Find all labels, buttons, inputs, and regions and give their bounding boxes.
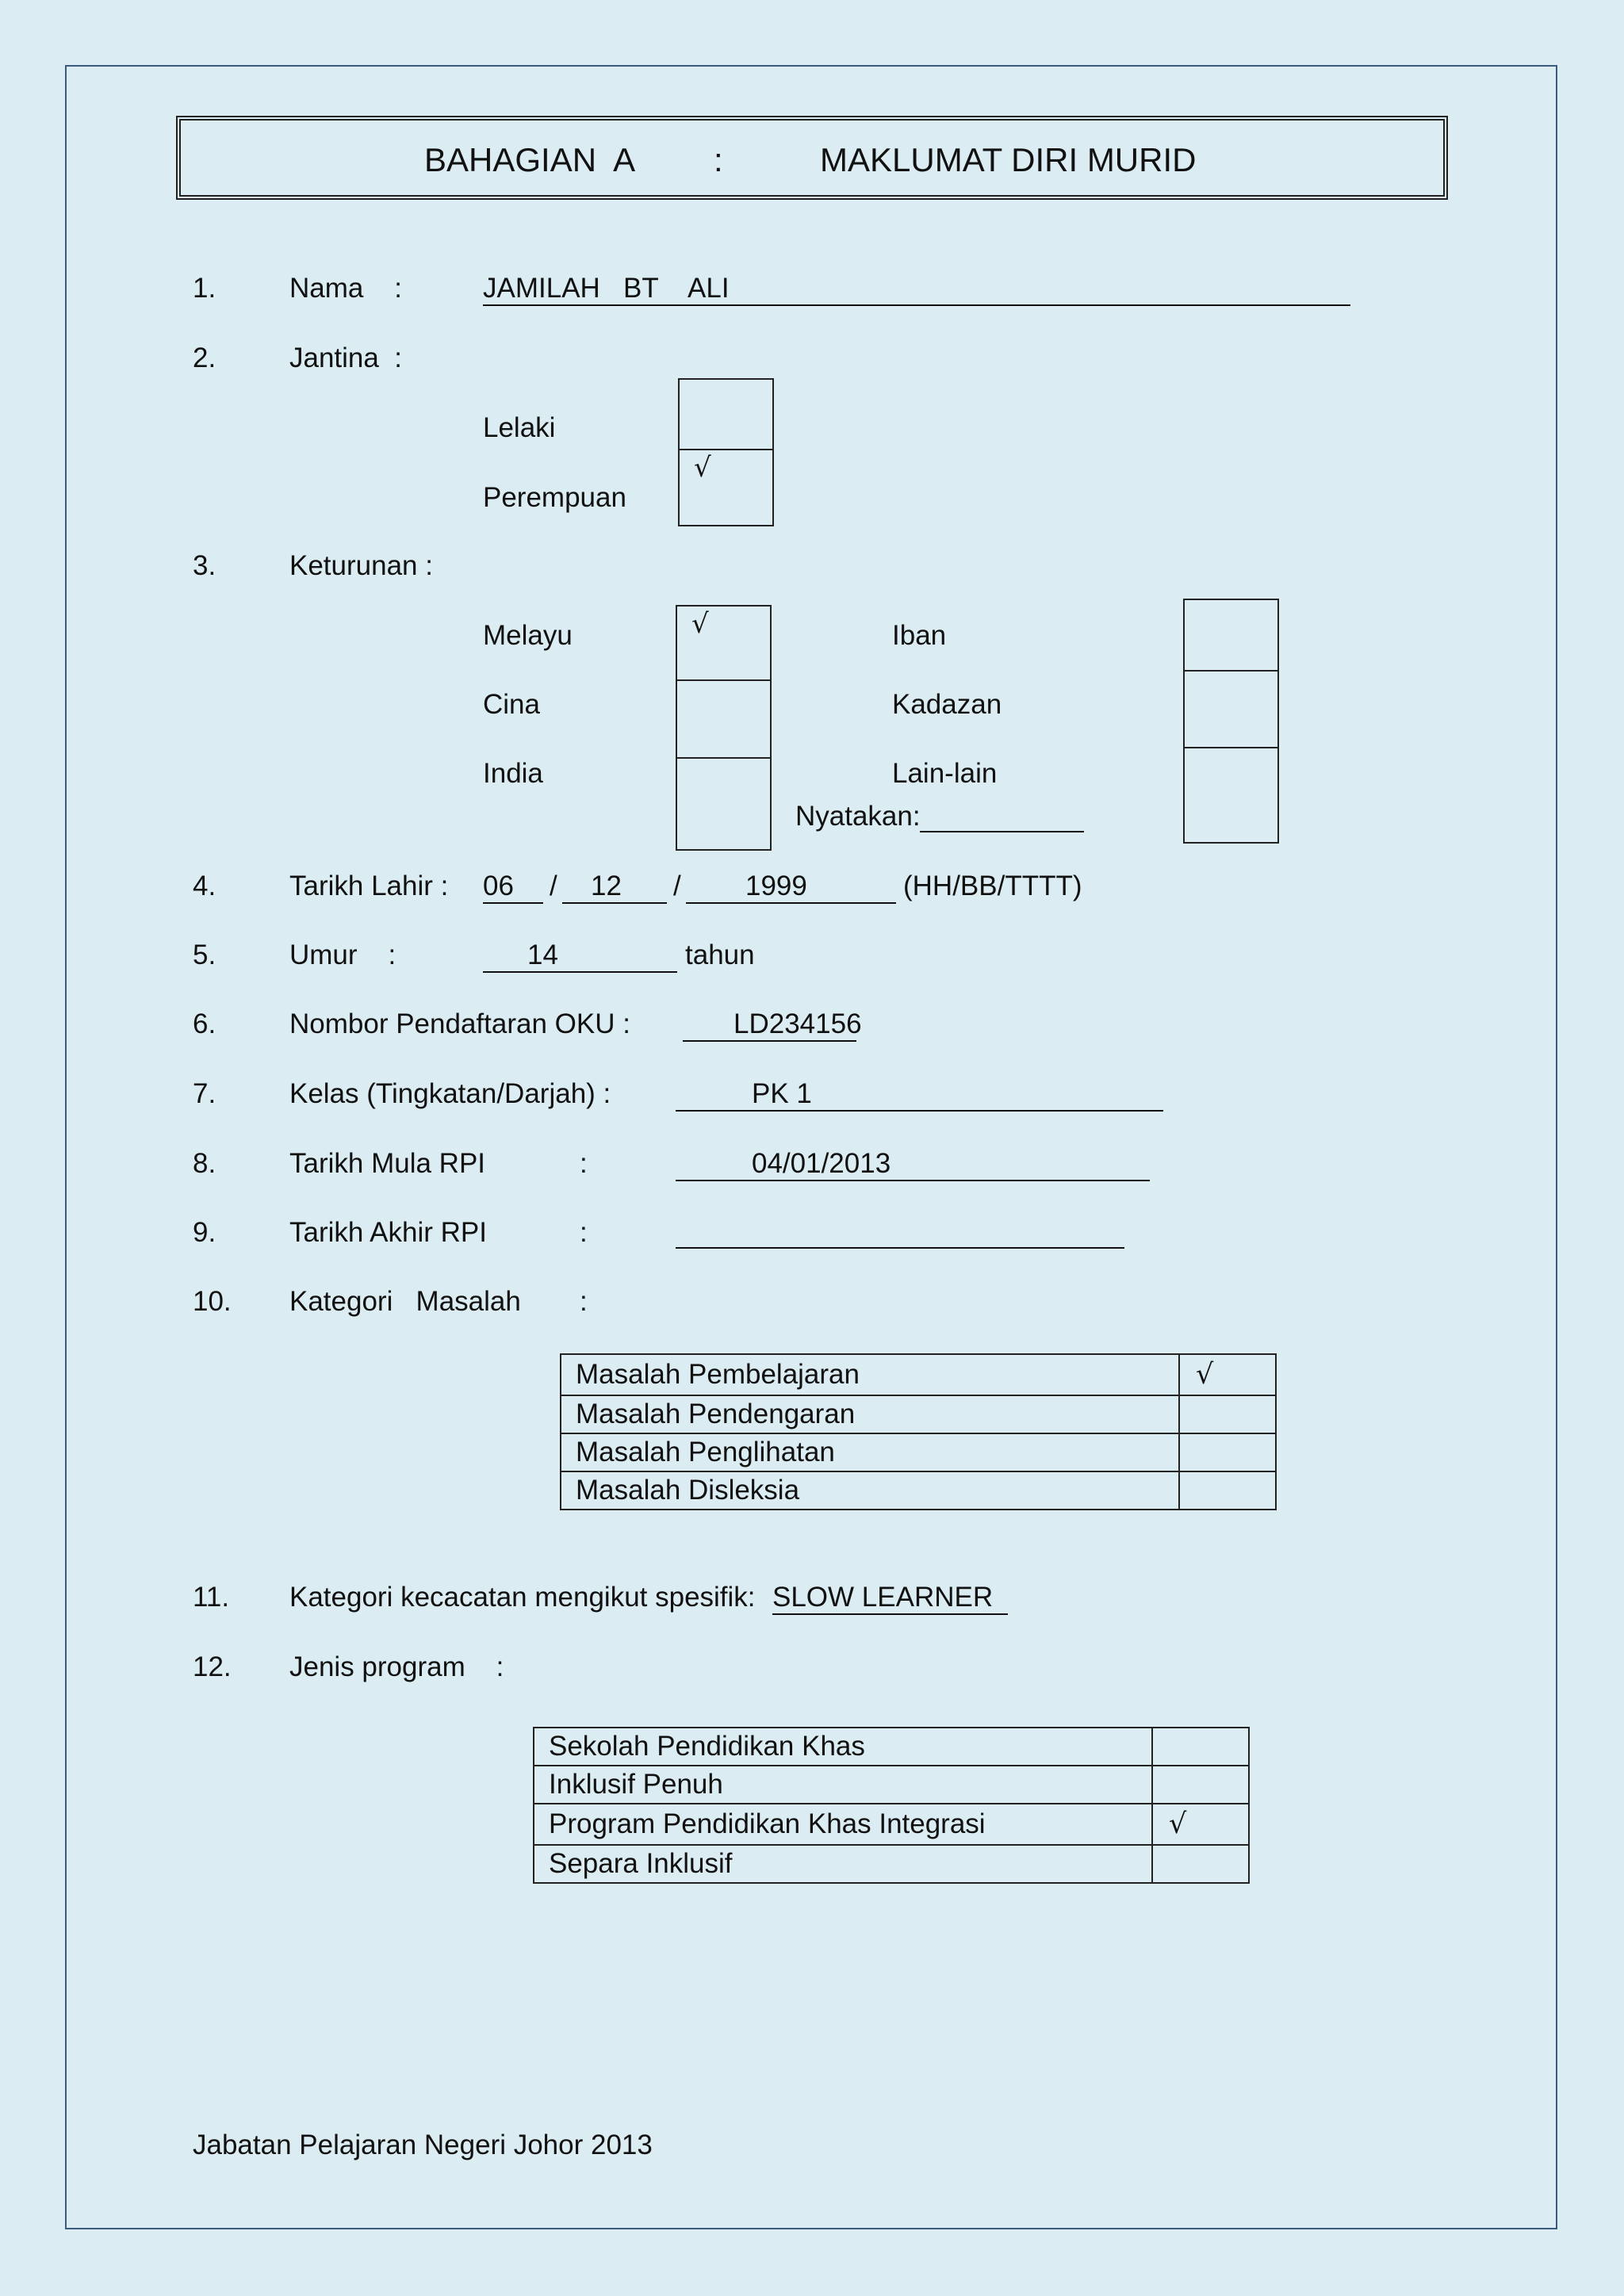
jantina-option-perempuan: Perempuan xyxy=(483,482,626,513)
keturunan-option-kadazan: Kadazan xyxy=(892,689,1002,720)
section-label: BAHAGIAN A xyxy=(424,141,636,178)
nyatakan-field[interactable] xyxy=(920,801,1084,832)
item-number-9: 9. xyxy=(193,1217,216,1248)
kategori-masalah-checkbox-disleksia[interactable] xyxy=(1179,1471,1276,1510)
no-oku-label: Nombor Pendaftaran OKU : xyxy=(289,1008,630,1039)
kategori-masalah-checkbox-pembelajaran[interactable] xyxy=(1179,1354,1276,1395)
tarikh-lahir-label: Tarikh Lahir : xyxy=(289,871,449,901)
kategori-masalah-table xyxy=(560,1353,1277,1510)
item-number-3: 3. xyxy=(193,550,216,581)
kategori-masalah-colon: : xyxy=(580,1286,588,1317)
item-number-8: 8. xyxy=(193,1148,216,1179)
keturunan-option-cina: Cina xyxy=(483,689,540,720)
keturunan-checkbox-lain-lain[interactable] xyxy=(1183,747,1279,844)
keturunan-option-iban: Iban xyxy=(892,620,947,651)
keturunan-checkbox-iban[interactable] xyxy=(1183,599,1279,670)
keturunan-label: Keturunan : xyxy=(289,550,433,581)
date-separator: / xyxy=(673,871,681,901)
check-mark-icon: √ xyxy=(691,608,709,640)
kategori-masalah-row-label: Masalah Penglihatan xyxy=(561,1433,1179,1471)
jantina-label: Jantina : xyxy=(289,342,403,373)
kategori-masalah-row-label: Masalah Disleksia xyxy=(561,1471,1179,1510)
umur-unit: tahun xyxy=(685,939,755,970)
table-row xyxy=(534,1845,1249,1883)
item-number-4: 4. xyxy=(193,871,216,901)
akhir-rpi-label: Tarikh Akhir RPI xyxy=(289,1217,487,1248)
check-mark-icon: √ xyxy=(1169,1808,1187,1840)
table-row xyxy=(561,1354,1276,1395)
check-mark-icon: √ xyxy=(694,452,711,484)
kecacatan-label: Kategori kecacatan mengikut spesifik: xyxy=(289,1582,756,1613)
jenis-program-row-label: Sekolah Pendidikan Khas xyxy=(534,1728,1152,1766)
jantina-checkbox-perempuan[interactable] xyxy=(678,449,774,526)
item-number-6: 6. xyxy=(193,1008,216,1039)
section-colon: : xyxy=(714,141,723,178)
table-row xyxy=(534,1766,1249,1804)
akhir-rpi-colon: : xyxy=(580,1217,588,1248)
kategori-masalah-checkbox-pendengaran[interactable] xyxy=(1179,1395,1276,1433)
kelas-field[interactable]: PK 1 xyxy=(676,1078,1163,1112)
check-mark-icon: √ xyxy=(1196,1359,1214,1391)
jenis-program-row-label: Separa Inklusif xyxy=(534,1845,1152,1883)
item-number-5: 5. xyxy=(193,939,216,970)
item-number-2: 2. xyxy=(193,342,216,373)
table-row xyxy=(561,1395,1276,1433)
tarikh-lahir-year-field[interactable]: 1999 xyxy=(686,871,896,904)
table-row xyxy=(561,1471,1276,1510)
jenis-program-checkbox-program-pendidikan-khas-integrasi[interactable] xyxy=(1152,1804,1249,1845)
jantina-option-lelaki: Lelaki xyxy=(483,412,556,443)
kategori-masalah-checkbox-penglihatan[interactable] xyxy=(1179,1433,1276,1471)
jenis-program-checkbox-inklusif-penuh[interactable] xyxy=(1152,1766,1249,1804)
table-row xyxy=(534,1804,1249,1845)
date-separator: / xyxy=(550,871,557,901)
nama-label: Nama : xyxy=(289,273,402,304)
umur-label: Umur : xyxy=(289,939,396,970)
item-number-10: 10. xyxy=(193,1286,232,1317)
mula-rpi-label: Tarikh Mula RPI xyxy=(289,1148,486,1179)
tarikh-lahir-day-field[interactable]: 06 xyxy=(483,871,543,904)
nama-field[interactable]: JAMILAH BT ALI xyxy=(483,273,1350,306)
kecacatan-field[interactable]: SLOW LEARNER xyxy=(772,1582,1008,1615)
table-row xyxy=(561,1433,1276,1471)
jantina-checkbox-lelaki[interactable] xyxy=(678,378,774,450)
akhir-rpi-field[interactable] xyxy=(676,1217,1124,1249)
item-number-7: 7. xyxy=(193,1078,216,1109)
section-title-box xyxy=(176,116,1448,200)
mula-rpi-field[interactable]: 04/01/2013 xyxy=(676,1148,1150,1181)
keturunan-checkbox-india[interactable] xyxy=(676,757,772,851)
no-oku-field[interactable]: LD234156 xyxy=(683,1008,856,1042)
date-format-hint: (HH/BB/TTTT) xyxy=(903,871,1082,901)
jenis-program-row-label: Program Pendidikan Khas Integrasi xyxy=(534,1804,1152,1845)
mula-rpi-colon: : xyxy=(580,1148,588,1179)
keturunan-checkbox-melayu[interactable] xyxy=(676,605,772,679)
kategori-masalah-label: Kategori Masalah xyxy=(289,1286,521,1317)
jenis-program-checkbox-separa-inklusif[interactable] xyxy=(1152,1845,1249,1883)
keturunan-option-lain-lain: Lain-lain xyxy=(892,758,998,789)
keturunan-checkbox-kadazan[interactable] xyxy=(1183,670,1279,747)
jenis-program-table xyxy=(533,1727,1250,1884)
item-number-12: 12. xyxy=(193,1651,232,1682)
keturunan-option-melayu: Melayu xyxy=(483,620,573,651)
footer-text: Jabatan Pelajaran Negeri Johor 2013 xyxy=(193,2130,653,2160)
jenis-program-label: Jenis program : xyxy=(289,1651,504,1682)
keturunan-checkbox-cina[interactable] xyxy=(676,679,772,757)
nyatakan-label: Nyatakan: xyxy=(795,801,921,832)
item-number-11: 11. xyxy=(193,1582,230,1613)
page-border xyxy=(65,65,1557,2229)
jenis-program-row-label: Inklusif Penuh xyxy=(534,1766,1152,1804)
kategori-masalah-row-label: Masalah Pendengaran xyxy=(561,1395,1179,1433)
jenis-program-checkbox-sekolah-pendidikan-khas[interactable] xyxy=(1152,1728,1249,1766)
keturunan-option-india: India xyxy=(483,758,543,789)
tarikh-lahir-month-field[interactable]: 12 xyxy=(562,871,667,904)
table-row xyxy=(534,1728,1249,1766)
umur-field[interactable]: 14 xyxy=(483,939,677,973)
kelas-label: Kelas (Tingkatan/Darjah) : xyxy=(289,1078,611,1109)
kategori-masalah-row-label: Masalah Pembelajaran xyxy=(561,1354,1179,1395)
item-number-1: 1. xyxy=(193,273,216,304)
section-title: MAKLUMAT DIRI MURID xyxy=(820,141,1197,178)
